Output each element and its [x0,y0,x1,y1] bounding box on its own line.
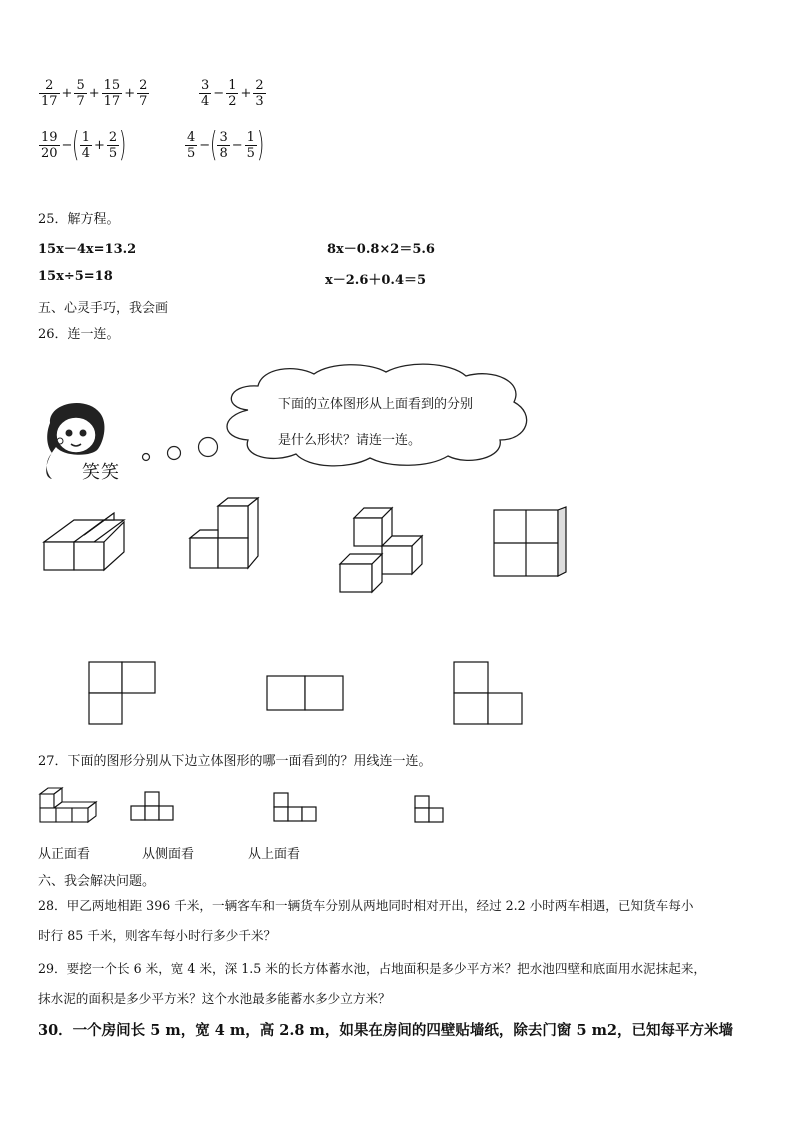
question-29-line-2: 抹水泥的面积是多少平方米？这个水池最多能蓄水多少立方米？ [38,991,391,1006]
fraction: $\frac{1}{2}$ [228,78,237,109]
fraction: $\frac{2}{7}$ [139,78,148,109]
view-shape-l-reverse [453,660,525,726]
view-label-side: 从侧面看 [142,847,195,862]
equation-4: x－2.6＋0.4＝5 [325,273,427,288]
thought-bubble-cloud [218,360,538,470]
q27-view-1 [129,790,177,824]
fraction-expression-3: $\frac{19}{20}$ − ( $\frac{1}{4}$ + $\frac{2}{5}$ ) [41,125,127,165]
view-shape-two-squares [266,675,346,713]
q27-view-3 [413,792,449,828]
fraction: $\frac{3}{4}$ [201,78,210,109]
character-name-label: 笑笑 [82,462,120,483]
question-25-title: 25．解方程。 [38,212,120,227]
view-shape-l [88,660,158,726]
bubble-text-line-2: 是什么形状？请连一连。 [278,433,422,448]
fraction-expression-2: $\frac{3}{4}$ − $\frac{1}{2}$ + $\frac{2}{3}$ [201,78,264,109]
question-30-line-1: 30．一个房间长 5 m，宽 4 m，高 2.8 m，如果在房间的四壁贴墙纸，除去门窗 5 m2，已知每平方米墙 [38,1022,734,1039]
fraction: $\frac{5}{7}$ [76,78,85,109]
bubble-text-line-1: 下面的立体图形从上面看到的分别 [278,397,474,412]
q27-view-2 [272,791,320,825]
q27-solid-figure [38,786,100,826]
equation-3: 15x÷5=18 [38,269,113,284]
question-28-line-2: 时行 85 千米，则客车每小时行多少千米？ [38,928,277,943]
fraction: $\frac{1}{4}$ [81,129,90,161]
question-29-line-1: 29．要挖一个长 6 米，宽 4 米，深 1.5 米的长方体蓄水池，占地面积是多少平方米？把水池四壁和底面用水泥抹起来， [38,961,707,976]
fraction: $\frac{2}{5}$ [108,129,118,161]
view-label-top: 从上面看 [248,847,301,862]
fraction: $\frac{2}{17}$ [41,78,58,109]
fraction: $\frac{15}{17}$ [103,78,121,109]
question-28-line-1: 28．甲乙两地相距 396 千米，一辆客车和一辆货车分别从两地同时相对开出，经过 2.2 小时两车相遇，已知货车每小 [38,898,694,913]
section-6-heading: 六、我会解决问题。 [38,874,156,889]
solid-figure-3 [338,506,428,594]
fraction: $\frac{4}{5}$ [187,129,196,161]
section-5-heading: 五、心灵手巧，我会画 [38,301,169,316]
fraction: $\frac{19}{20}$ [41,129,58,161]
question-26-title: 26．连一连。 [38,327,120,342]
question-27-title: 27．下面的图形分别从下边立体图形的哪一面看到的？用线连一连。 [38,754,432,769]
view-label-front: 从正面看 [38,847,91,862]
fraction-expression-4: $\frac{4}{5}$ − ( $\frac{3}{8}$ − $\frac{1}{5}$ ) [187,125,265,165]
fraction: $\frac{2}{3}$ [255,78,264,109]
equation-2: 8x－0.8×2＝5.6 [327,242,435,257]
fraction: $\frac{3}{8}$ [219,129,228,161]
thought-bubble-dots [140,436,220,466]
solid-figure-4 [492,506,572,580]
solid-figure-2 [186,496,268,572]
fraction: $\frac{1}{5}$ [246,129,255,161]
equation-1: 15x－4x=13.2 [38,242,137,257]
solid-figure-1 [40,510,130,574]
fraction-expression-1: $\frac{2}{17}$ + $\frac{5}{7}$ + $\frac{15}{17}$ + $\frac{2}{7}$ [41,78,148,109]
